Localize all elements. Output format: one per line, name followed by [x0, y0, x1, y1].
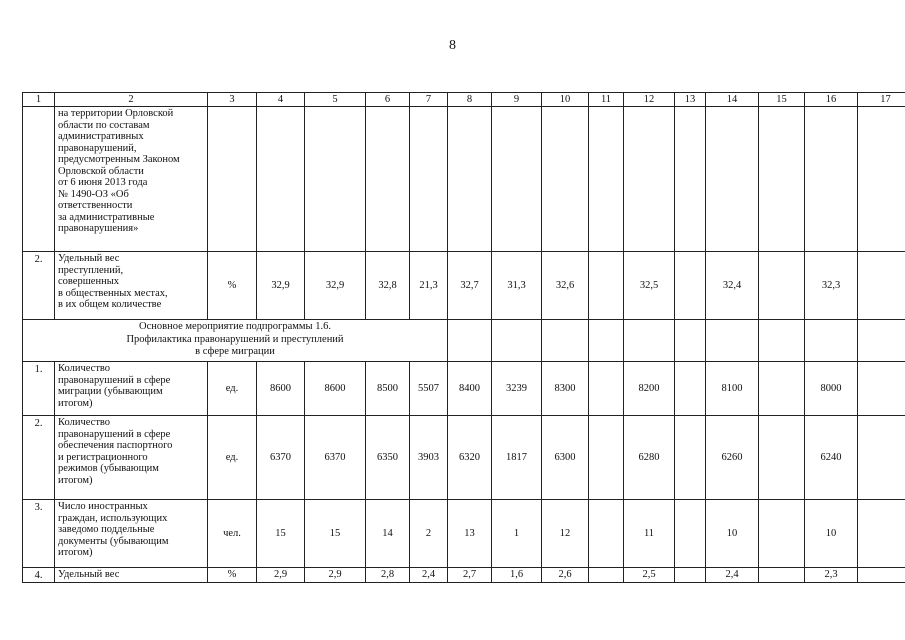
value-cell: 8300	[542, 362, 589, 416]
value-cell: 13	[448, 500, 492, 568]
value-cell: 32,3	[805, 252, 858, 320]
value-cell: 15	[257, 500, 305, 568]
empty-cell	[805, 320, 858, 362]
value-cell	[366, 107, 410, 252]
indicator-name-line: правонарушений в сфере	[58, 428, 171, 440]
empty-cell	[492, 320, 542, 362]
value-cell	[542, 107, 589, 252]
value-cell	[589, 416, 624, 500]
indicator-name-line: итогом)	[58, 397, 93, 409]
header-cell: 2	[55, 93, 208, 107]
value-cell	[759, 252, 805, 320]
value-cell: 8200	[624, 362, 675, 416]
unit-cell: ед.	[208, 362, 257, 416]
indicator-name-line: № 1490-ОЗ «Об	[58, 188, 129, 200]
value-cell	[589, 107, 624, 252]
value-cell	[305, 107, 366, 252]
value-cell: 8600	[305, 362, 366, 416]
page-number: 8	[449, 38, 456, 53]
value-cell: 32,6	[542, 252, 589, 320]
value-cell: 2,4	[706, 568, 759, 583]
row-number	[23, 107, 55, 252]
value-cell: 6350	[366, 416, 410, 500]
indicator-name	[55, 107, 208, 252]
indicator-name	[55, 416, 208, 500]
value-cell: 5507	[410, 362, 448, 416]
value-cell: 6260	[706, 416, 759, 500]
value-cell: 2,9	[257, 568, 305, 583]
header-cell: 1	[23, 93, 55, 107]
value-cell	[759, 362, 805, 416]
row-number: 2.	[23, 416, 55, 500]
value-cell: 32,9	[305, 252, 366, 320]
indicator-name-line: и регистрационного	[58, 451, 148, 463]
indicator-name-line: итогом)	[58, 474, 93, 486]
indicator-name-line: граждан, использующих	[58, 512, 168, 524]
value-cell: 12	[542, 500, 589, 568]
indicator-name-line: области по составам	[58, 119, 150, 131]
indicator-name-line: заведомо поддельные	[58, 524, 155, 535]
value-cell: 2,6	[542, 568, 589, 583]
indicator-name-line: предусмотренным Законом	[58, 154, 180, 165]
unit-cell: %	[208, 568, 257, 583]
value-cell	[759, 568, 805, 583]
value-cell	[675, 416, 706, 500]
header-cell: 13	[675, 93, 706, 107]
indicator-name-line: обеспечения паспортного	[58, 440, 173, 451]
unit-cell: чел.	[208, 500, 257, 568]
header-cell: 9	[492, 93, 542, 107]
value-cell	[624, 107, 675, 252]
value-cell: 2	[410, 500, 448, 568]
empty-cell	[624, 320, 675, 362]
value-cell	[675, 252, 706, 320]
header-cell: 16	[805, 93, 858, 107]
section-row	[23, 320, 905, 362]
indicator-name-line: Количество	[58, 363, 111, 374]
value-cell: 11	[624, 500, 675, 568]
indicator-name-line: административных	[58, 131, 144, 142]
value-cell	[858, 416, 905, 500]
value-cell: 1	[492, 500, 542, 568]
indicator-name-line: Орловской области	[58, 165, 144, 177]
value-cell	[759, 107, 805, 252]
header-cell: 8	[448, 93, 492, 107]
value-cell	[759, 500, 805, 568]
value-cell: 21,3	[410, 252, 448, 320]
indicator-name-line: за административные	[58, 211, 155, 223]
header-cell: 3	[208, 93, 257, 107]
value-cell: 6280	[624, 416, 675, 500]
value-cell: 31,3	[492, 252, 542, 320]
section-title-line: Профилактика правонарушений и преступлений	[126, 333, 344, 345]
unit-cell: %	[208, 252, 257, 320]
value-cell	[858, 500, 905, 568]
section-title-line: в сфере миграции	[195, 346, 275, 357]
table-row	[23, 416, 905, 500]
table-row	[23, 362, 905, 416]
value-cell	[675, 568, 706, 583]
value-cell	[492, 107, 542, 252]
value-cell: 32,5	[624, 252, 675, 320]
empty-cell	[706, 320, 759, 362]
value-cell: 32,7	[448, 252, 492, 320]
value-cell	[589, 500, 624, 568]
value-cell: 6300	[542, 416, 589, 500]
value-cell	[706, 107, 759, 252]
indicators-table	[22, 92, 905, 583]
indicator-name-line: Количество	[58, 417, 111, 428]
value-cell: 6370	[257, 416, 305, 500]
indicator-name	[55, 252, 208, 320]
value-cell	[410, 107, 448, 252]
value-cell: 2,4	[410, 568, 448, 583]
value-cell: 1817	[492, 416, 542, 500]
indicator-name-line: ответственности	[58, 200, 133, 211]
indicator-name-line: на территории Орловской	[58, 108, 174, 119]
row-number: 1.	[23, 362, 55, 416]
table-row	[23, 107, 905, 252]
value-cell: 8100	[706, 362, 759, 416]
header-cell: 4	[257, 93, 305, 107]
header-cell: 15	[759, 93, 805, 107]
table-row	[23, 568, 905, 583]
indicator-name	[55, 500, 208, 568]
row-number: 3.	[23, 500, 55, 568]
value-cell: 6240	[805, 416, 858, 500]
indicator-name-line: правонарушения»	[58, 223, 139, 234]
value-cell	[805, 107, 858, 252]
value-cell: 8600	[257, 362, 305, 416]
value-cell	[858, 107, 905, 252]
indicator-name-line: миграции (убывающим	[58, 386, 163, 397]
section-title	[23, 320, 448, 362]
value-cell: 6320	[448, 416, 492, 500]
indicator-name-line: преступлений,	[58, 264, 124, 276]
value-cell	[858, 362, 905, 416]
empty-cell	[858, 320, 905, 362]
indicator-name-line: Число иностранных	[58, 501, 148, 512]
value-cell: 3903	[410, 416, 448, 500]
value-cell	[448, 107, 492, 252]
value-cell: 10	[805, 500, 858, 568]
header-cell: 14	[706, 93, 759, 107]
value-cell: 32,4	[706, 252, 759, 320]
value-cell: 2,5	[624, 568, 675, 583]
row-number: 2.	[23, 252, 55, 320]
value-cell: 8500	[366, 362, 410, 416]
value-cell: 32,9	[257, 252, 305, 320]
indicator-name-line: от 6 июня 2013 года	[58, 177, 148, 188]
indicator-name-line: Удельный вес	[58, 253, 120, 264]
empty-cell	[542, 320, 589, 362]
value-cell	[675, 500, 706, 568]
header-cell: 11	[589, 93, 624, 107]
indicator-name-line: Удельный вес	[58, 569, 120, 580]
header-cell: 5	[305, 93, 366, 107]
section-title-line: Основное мероприятие подпрограммы 1.6.	[139, 321, 331, 332]
value-cell: 2,9	[305, 568, 366, 583]
indicator-name-line: правонарушений,	[58, 142, 137, 154]
value-cell: 2,8	[366, 568, 410, 583]
empty-cell	[675, 320, 706, 362]
header-cell: 7	[410, 93, 448, 107]
indicator-name	[55, 568, 208, 583]
empty-cell	[589, 320, 624, 362]
value-cell: 14	[366, 500, 410, 568]
value-cell	[675, 107, 706, 252]
value-cell	[589, 362, 624, 416]
indicator-name	[55, 362, 208, 416]
indicator-name-line: документы (убывающим	[58, 535, 169, 547]
indicator-name-line: правонарушений в сфере	[58, 374, 171, 386]
header-row	[23, 93, 905, 107]
header-cell: 12	[624, 93, 675, 107]
value-cell	[589, 252, 624, 320]
unit-cell	[208, 107, 257, 252]
value-cell: 32,8	[366, 252, 410, 320]
value-cell: 6370	[305, 416, 366, 500]
header-cell: 10	[542, 93, 589, 107]
table-row	[23, 252, 905, 320]
value-cell: 15	[305, 500, 366, 568]
value-cell: 8000	[805, 362, 858, 416]
indicator-name-line: в общественных местах,	[58, 287, 168, 299]
value-cell	[589, 568, 624, 583]
value-cell: 1,6	[492, 568, 542, 583]
indicator-name-line: в их общем количестве	[58, 299, 162, 310]
value-cell	[858, 252, 905, 320]
value-cell: 8400	[448, 362, 492, 416]
indicator-name-line: итогом)	[58, 547, 93, 558]
row-number: 4.	[23, 568, 55, 583]
empty-cell	[759, 320, 805, 362]
table-row	[23, 500, 905, 568]
header-cell: 17	[858, 93, 905, 107]
value-cell	[675, 362, 706, 416]
indicator-name-line: совершенных	[58, 276, 120, 287]
value-cell	[858, 568, 905, 583]
indicator-name-line: режимов (убывающим	[58, 463, 159, 474]
value-cell: 3239	[492, 362, 542, 416]
empty-cell	[448, 320, 492, 362]
unit-cell: ед.	[208, 416, 257, 500]
value-cell: 10	[706, 500, 759, 568]
value-cell	[257, 107, 305, 252]
header-cell: 6	[366, 93, 410, 107]
value-cell: 2,7	[448, 568, 492, 583]
value-cell	[759, 416, 805, 500]
value-cell: 2,3	[805, 568, 858, 583]
